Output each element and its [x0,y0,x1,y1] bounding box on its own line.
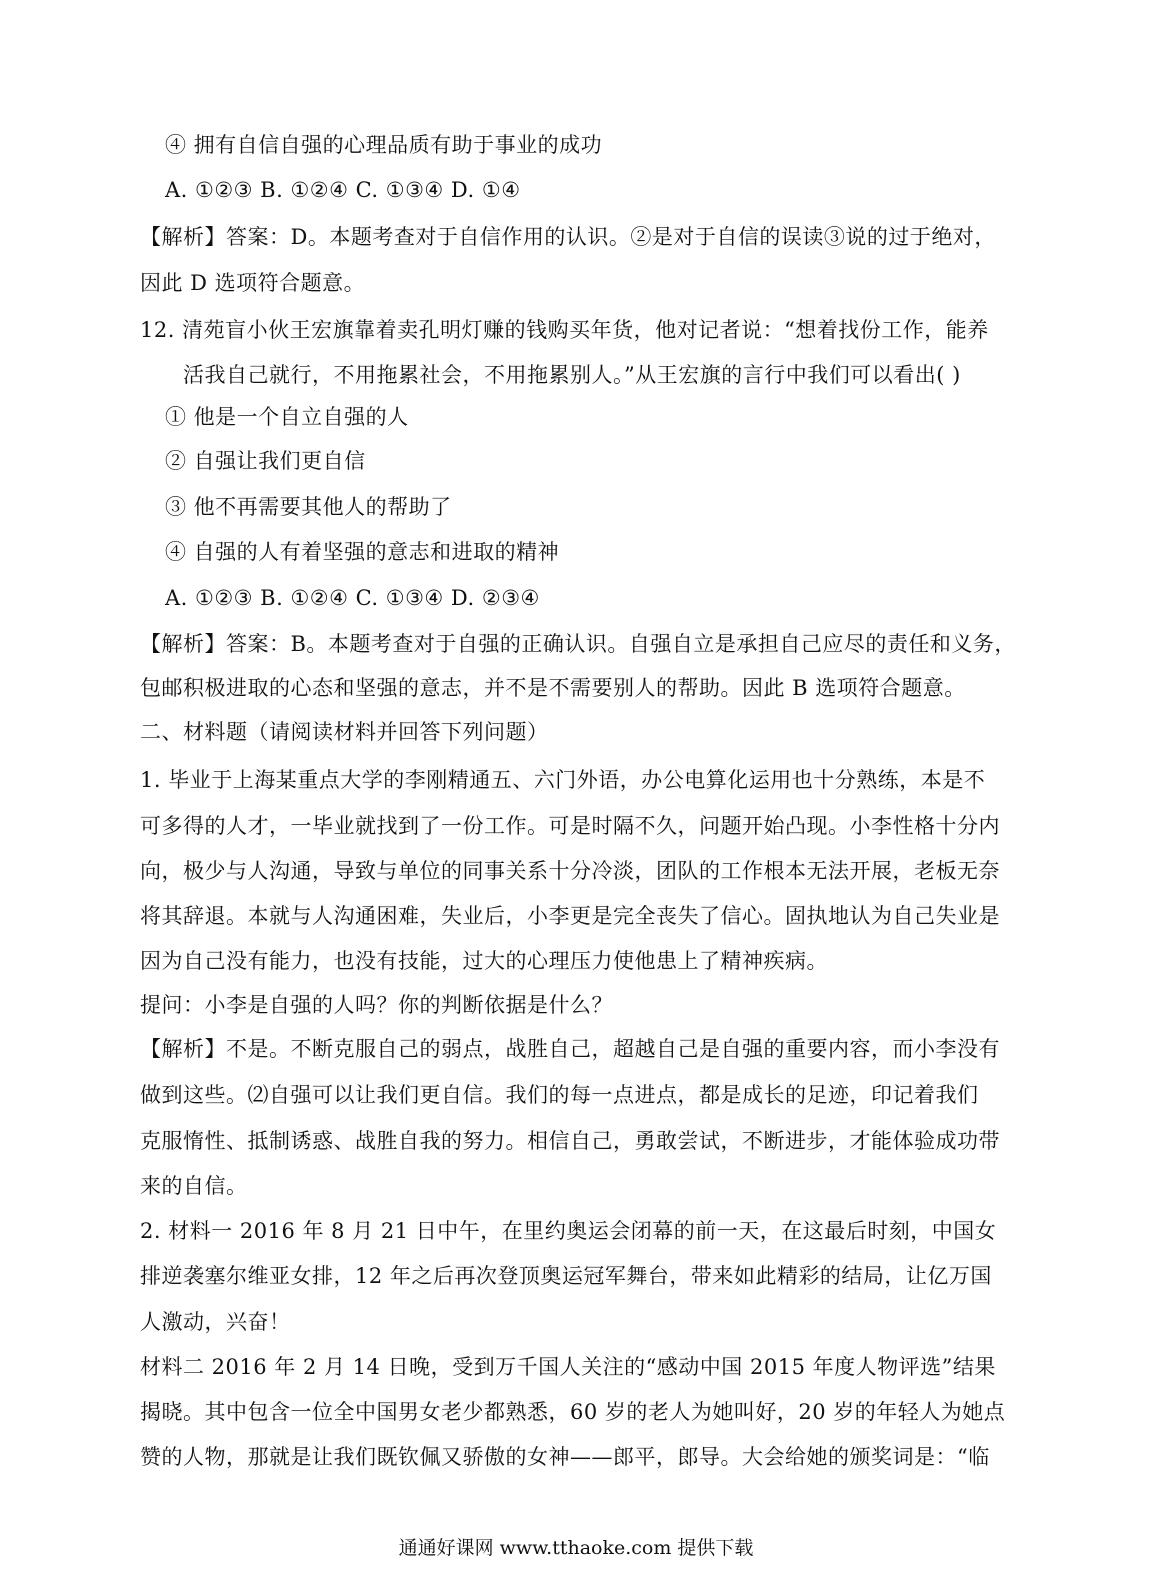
option-item: ④ 拥有自信自强的心理品质有助于事业的成功 [165,133,603,157]
question-text: 12. 清苑盲小伙王宏旗靠着卖孔明灯赚的钱购买年货，他对记者说：“想着找份工作，能养 [140,318,989,342]
option-item: ③ 他不再需要其他人的帮助了 [165,495,452,519]
analysis-text: 克服惰性、抵制诱惑、战胜自我的努力。相信自己，勇敢尝试，不断进步，才能体验成功带 [140,1129,1000,1153]
question-text: 活我自己就行，不用拖累社会，不用拖累别人。”从王宏旗的言行中我们可以看出( ) [183,363,961,387]
material-text: 1. 毕业于上海某重点大学的李刚精通五、六门外语，办公电算化运用也十分熟练，本是不 [140,768,986,792]
material-text: 赞的人物，那就是让我们既钦佩又骄傲的女神——郎平，郎导。大会给她的颁奖词是：“临 [140,1445,990,1469]
material-text: 将其辞退。本就与人沟通困难，失业后，小李更是完全丧失了信心。固执地认为自己失业是 [140,904,1000,928]
analysis-text: 【解析】答案：B。本题考查对于自强的正确认识。自强自立是承担自己应尽的责任和义务， [140,632,1016,656]
material-text: 2. 材料一 2016 年 8 月 21 日中午，在里约奥运会闭幕的前一天，在这最后时刻，中国女 [140,1219,997,1243]
question-prompt: 提问：小李是自强的人吗？你的判断依据是什么？ [140,993,613,1017]
material-text: 揭晓。其中包含一位全中国男女老少都熟悉，60 岁的老人为她叫好，20 岁的年轻人为她点 [140,1400,1006,1424]
analysis-text: 因此 D 选项符合题意。 [140,271,366,295]
page-footer: 通通好课网 www.tthaoke.com 提供下载 [398,1537,754,1559]
material-text: 材料二 2016 年 2 月 14 日晚，受到万千国人关注的“感动中国 2015 年度人物评选”结果 [140,1355,996,1379]
analysis-text: 【解析】答案：D。本题考查对于自信作用的认识。②是对于自信的误读③说的过于绝对， [140,225,996,249]
material-text: 因为自己没有能力，也没有技能，过大的心理压力使他患上了精神疾病。 [140,949,828,973]
material-text: 排逆袭塞尔维亚女排，12 年之后再次登顶奥运冠军舞台，带来如此精彩的结局，让亿万国 [140,1264,992,1288]
analysis-text: 做到这些。⑵自强可以让我们更自信。我们的每一点进点，都是成长的足迹，印记着我们 [140,1083,979,1107]
answer-choices: A. ①②③ B. ①②④ C. ①③④ D. ①④ [165,178,521,202]
option-item: ④ 自强的人有着坚强的意志和进取的精神 [165,540,560,564]
analysis-text: 来的自信。 [140,1174,248,1198]
option-item: ① 他是一个自立自强的人 [165,405,409,429]
answer-choices: A. ①②③ B. ①②④ C. ①③④ D. ②③④ [165,586,540,610]
analysis-text: 【解析】不是。不断克服自己的弱点，战胜自己，超越自己是自强的重要内容，而小李没有 [140,1037,1000,1061]
section-heading: 二、材料题（请阅读材料并回答下列问题） [140,720,549,744]
analysis-text: 包邮积极进取的心态和坚强的意志，并不是不需要别人的帮助。因此 B 选项符合题意。 [140,676,966,700]
material-text: 可多得的人才，一毕业就找到了一份工作。可是时隔不久，问题开始凸现。小李性格十分内 [140,814,1000,838]
option-item: ② 自强让我们更自信 [165,449,366,473]
material-text: 向，极少与人沟通，导致与单位的同事关系十分冷淡，团队的工作根本无法开展，老板无奈 [140,859,1000,883]
material-text: 人激动，兴奋！ [140,1310,291,1334]
